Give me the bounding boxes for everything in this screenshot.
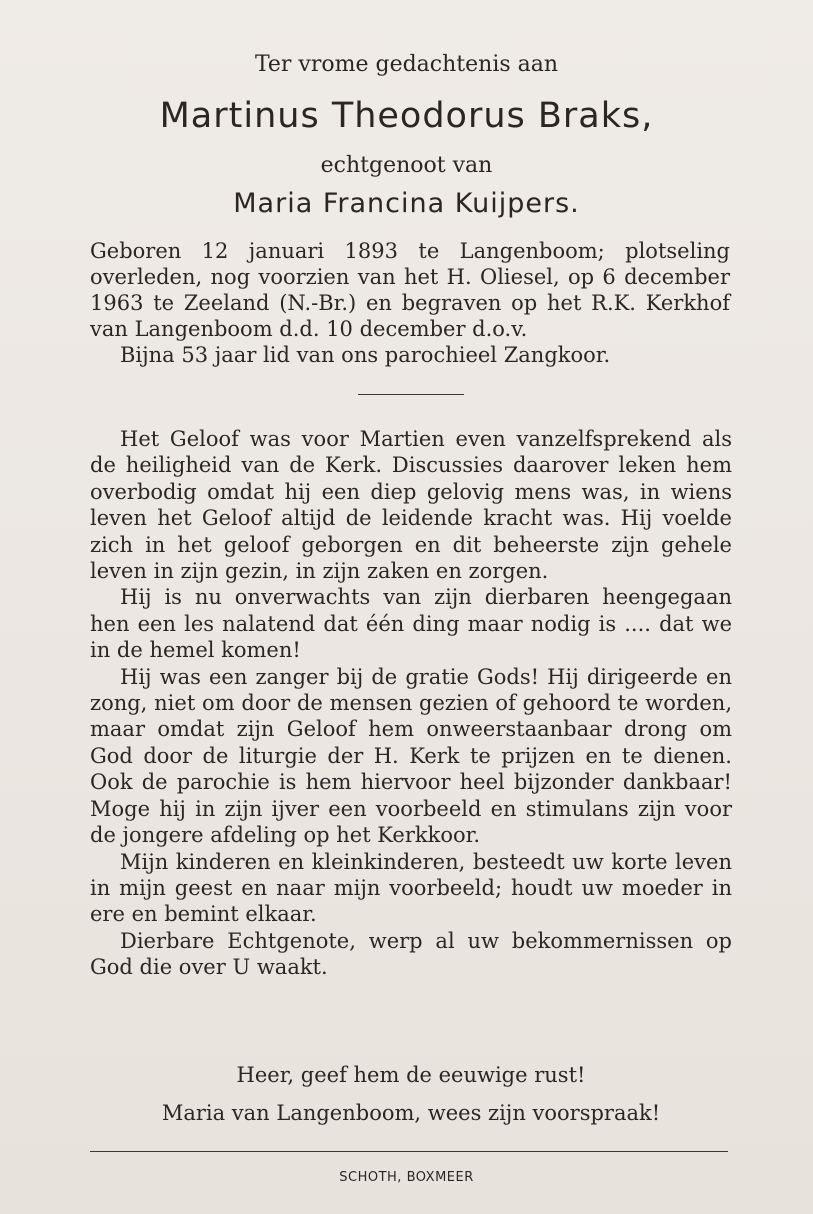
- tribute-text: [90, 426, 732, 981]
- spouse-name: Maria Francina Kuijpers.: [233, 188, 580, 219]
- paragraph-children: Mijn kinderen en kleinkinderen, besteedt uw korte leven in mijn geest en naar mijn voorbeeld; houdt uw moeder in ere en bemint elkaar.: [90, 849, 732, 927]
- biography: [90, 238, 730, 368]
- short-divider: [358, 394, 464, 395]
- intro-line: Ter vrome gedachtenis aan: [254, 52, 559, 77]
- deceased-name: Martinus Theodorus Braks,: [159, 96, 654, 136]
- paragraph-departure: Hij is nu onverwachts van zijn dierbaren heengegaan hen een les nalatend dat één ding maar nodig is .... dat we in de hemel komen!: [90, 585, 732, 663]
- closing-prayers: [90, 1056, 732, 1132]
- paragraph-spouse: Dierbare Echtgenote, werp al uw bekommernissen op God die over U waakt.: [90, 928, 732, 980]
- printer-imprint: SCHOTH, BOXMEER: [339, 1170, 474, 1185]
- paragraph-singer: Hij was een zanger bij de gratie Gods! Hij dirigeerde en zong, niet om door de mensen gezien of gehoord te worden, maar omdat zijn Geloof hem onweerstaanbaar drong om God door de liturgie der H. Kerk te prijzen en te dienen. Ook de parochie is hem hiervoor heel bijzonder dankbaar! Moge hij in zijn ijver een voorbeeld en stimulans zijn voor de jongere afdeling op het Kerkkoor.: [90, 664, 732, 848]
- choir-membership-text: Bijna 53 jaar lid van ons parochieel Zangkoor.: [120, 343, 611, 367]
- invocation-line: Maria van Langenboom, wees zijn voorspraak!: [161, 1101, 661, 1125]
- bottom-divider: [90, 1151, 728, 1152]
- spouse-label: echtgenoot van: [320, 153, 493, 178]
- birth-death-text: Geboren 12 januari 1893 te Langenboom; plotseling overleden, nog voorzien van het H. Oliesel, op 6 december 1963 te Zeeland (N.-Br.) en begraven op het R.K. Kerkhof van Langenboom d.d. 10 december d.o.v.: [90, 239, 730, 341]
- paragraph-faith: Het Geloof was voor Martien even vanzelfsprekend als de heiligheid van de Kerk. Discussies daarover leken hem overbodig omdat hij een diep gelovig mens was, in wiens leven het Geloof altijd de leidende kracht was. Hij voelde zich in het geloof geborgen en dit beheerste zijn gehele leven in zijn gezin, in zijn zaken en zorgen.: [90, 427, 732, 584]
- prayer-line: Heer, geef hem de eeuwige rust!: [236, 1063, 586, 1087]
